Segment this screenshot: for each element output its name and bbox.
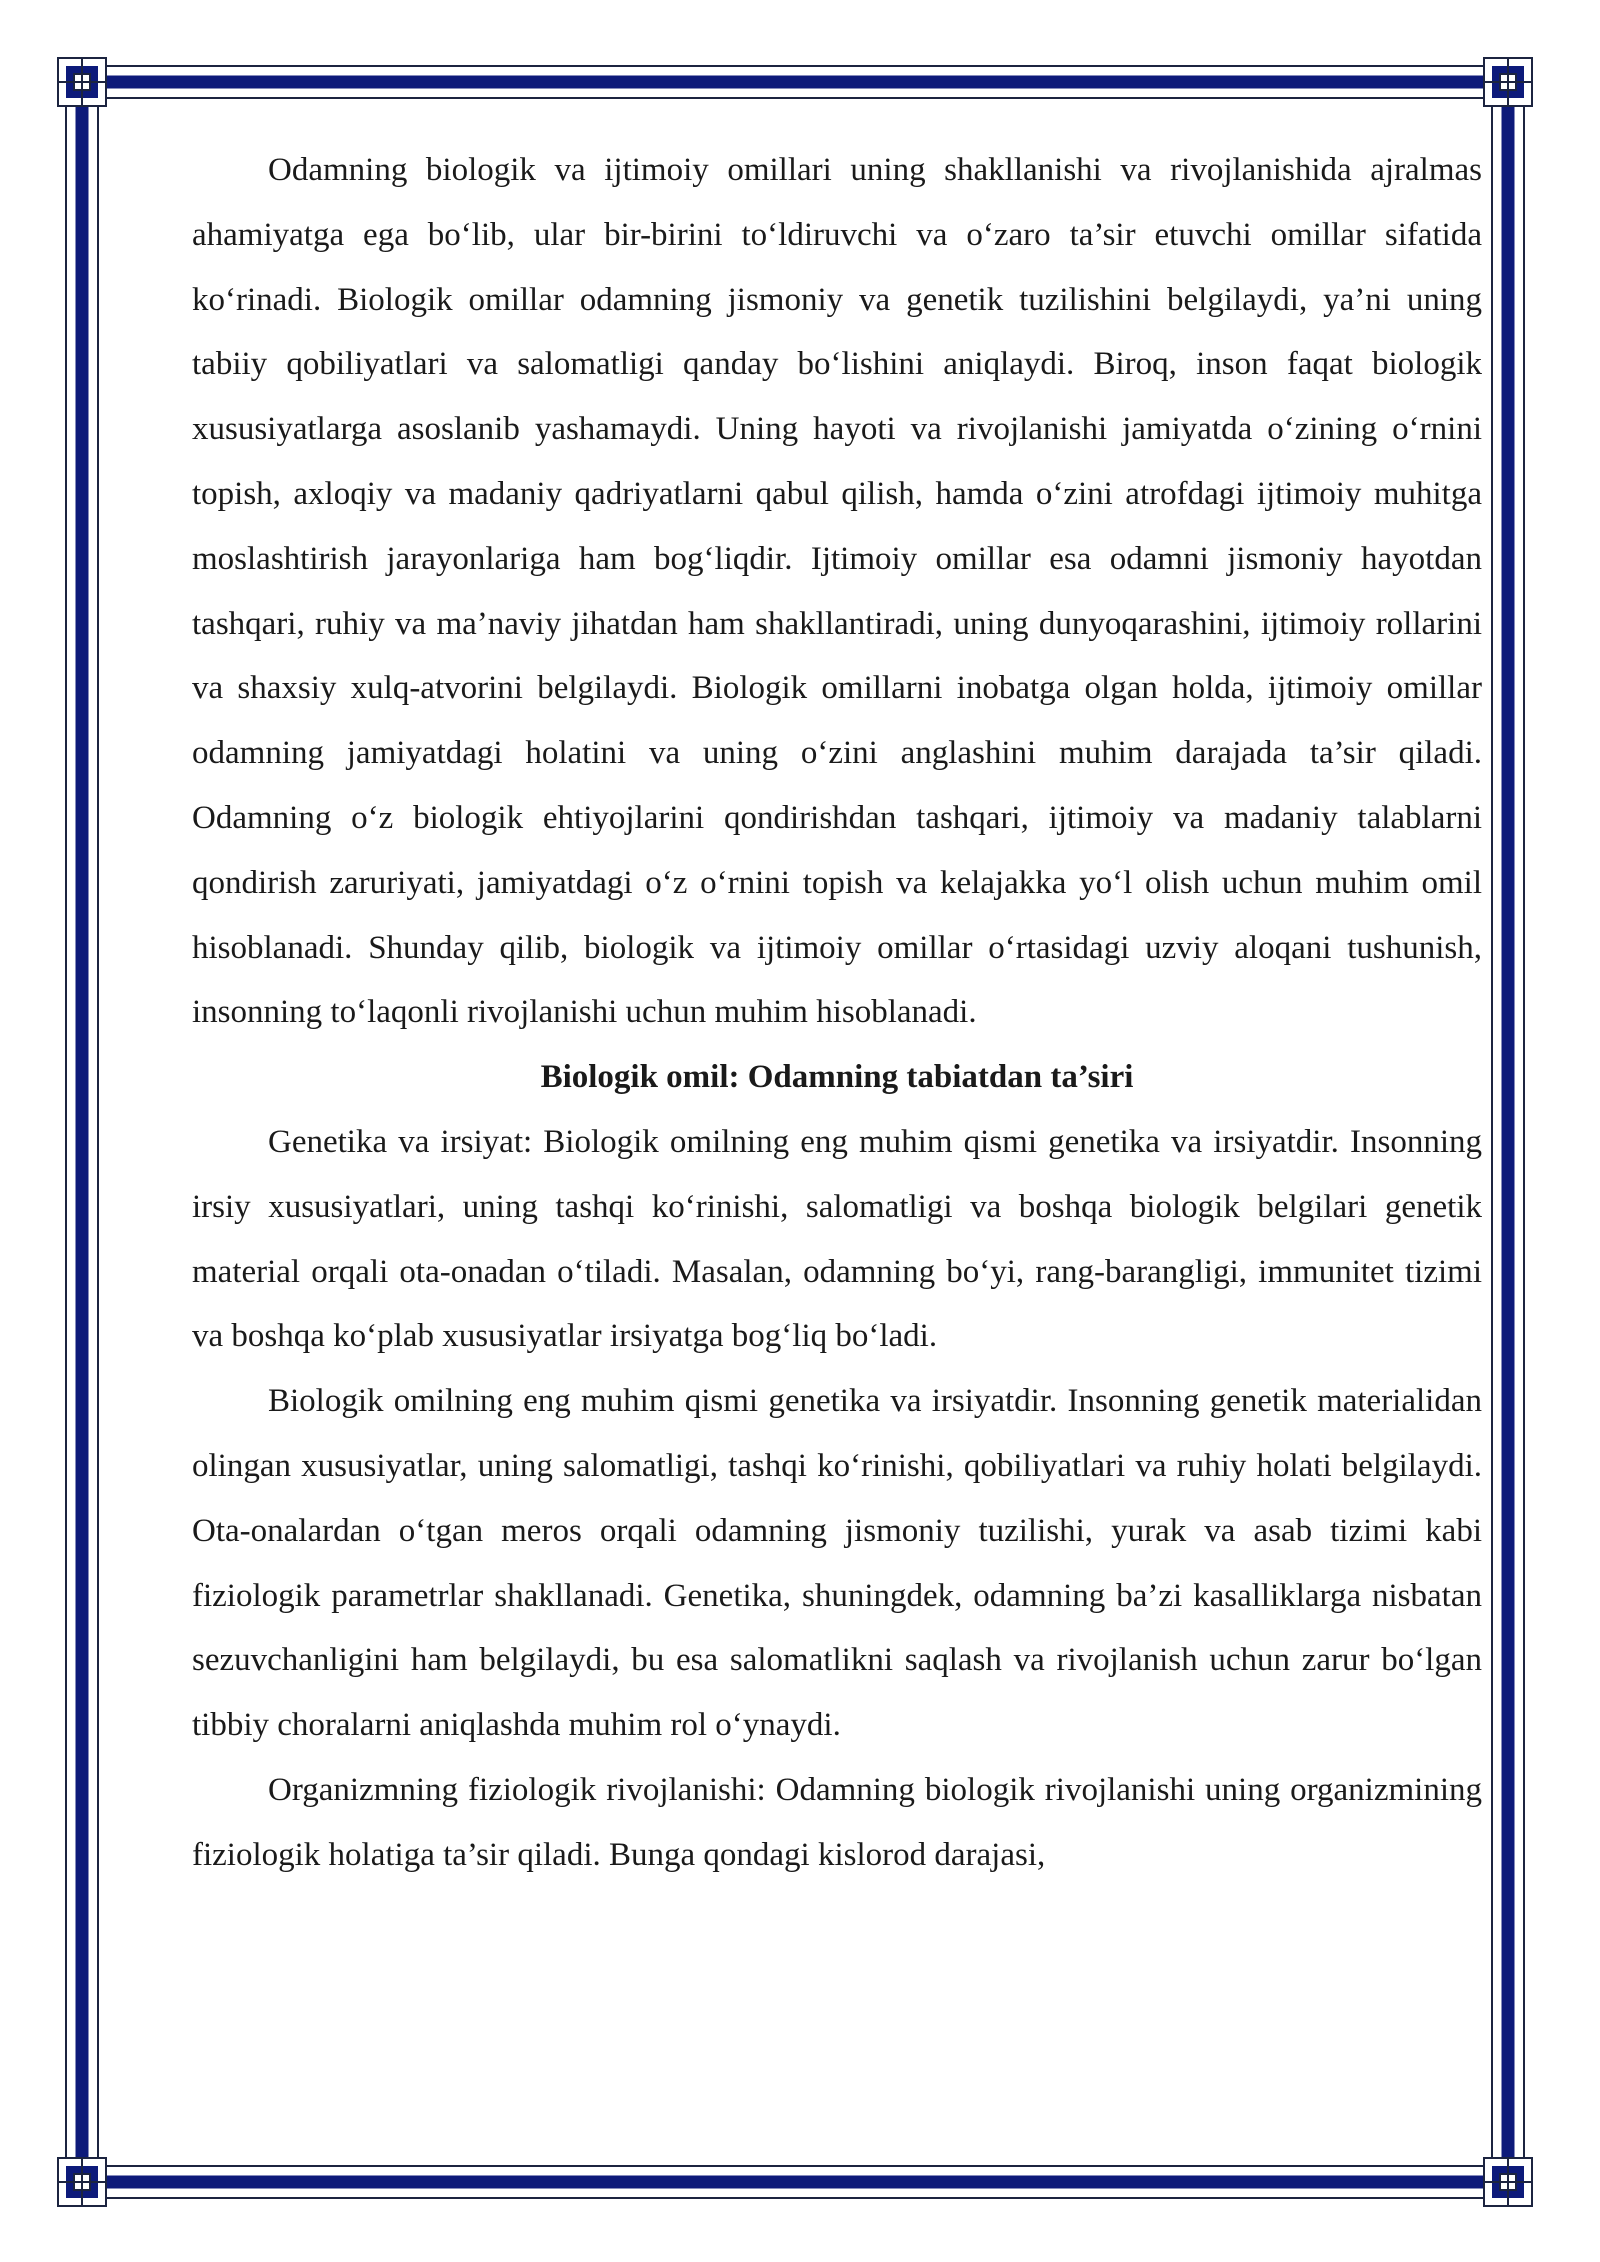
- corner-ornament-top-left: [58, 58, 106, 106]
- physiology-paragraph: Organizmning fiziologik rivojlanishi: Odamning biologik rivojlanishi uning organizmining fiziologik holatiga ta’sir qiladi. Bunga qondagi kislorod darajasi,: [192, 1771, 1482, 1873]
- section-heading: Biologik omil: Odamning tabiatdan ta’siri: [540, 1059, 1134, 1096]
- heredity-paragraph: Biologik omilning eng muhim qismi genetika va irsiyatdir. Insonning genetik materialidan olingan xususiyatlar, uning salomatligi, tashqi ko‘rinishi, qobiliyatlari va ruhiy holati belgilaydi. Ota-onalardan o‘tgan meros orqali odamning jismoniy tuzilishi, yurak va asab tizimi kabi fiziologik parametrlar shakllanadi. Genetika, shuningdek, odamning ba’zi kasalliklarga nisbatan sezuvchanligini ham belgilaydi, bu esa salomatlikni saqlash va rivojlanish uchun zarur bo‘lgan tibbiy choralarni aniqlashda muhim rol o‘ynaydi.: [192, 1383, 1482, 1744]
- corner-ornament-top-right: [1484, 58, 1532, 106]
- document-body: [192, 138, 1482, 1888]
- corner-ornament-bottom-right: [1484, 2158, 1532, 2206]
- corner-ornament-bottom-left: [58, 2158, 106, 2206]
- genetics-paragraph: Genetika va irsiyat: Biologik omilning eng muhim qismi genetika va irsiyatdir. Insonning irsiy xususiyatlari, uning tashqi ko‘rinishi, salomatligi va boshqa biologik belgilari genetik material orqali ota-onadan o‘tiladi. Masalan, odamning bo‘yi, rang-barangligi, immunitet tizimi va boshqa ko‘plab xususiyatlar irsiyatga bog‘liq bo‘ladi.: [192, 1123, 1482, 1355]
- intro-paragraph: Odamning biologik va ijtimoiy omillari uning shakllanishi va rivojlanishida ajralmas ahamiyatga ega bo‘lib, ular bir-birini to‘ldiruvchi va o‘zaro ta’sir etuvchi omillar sifatida ko‘rinadi. Biologik omillar odamning jismoniy va genetik tuzilishini belgilaydi, ya’ni uning tabiiy qobiliyatlari va salomatligi qanday bo‘lishini aniqlaydi. Biroq, inson faqat biologik xususiyatlarga asoslanib yashamaydi. Uning hayoti va rivojlanishi jamiyatda o‘zining o‘rnini topish, axloqiy va madaniy qadriyatlarni qabul qilish, hamda o‘zini atrofdagi ijtimoiy muhitga moslashtirish jarayonlariga ham bog‘liqdir. Ijtimoiy omillar esa odamni jismoniy hayotdan tashqari, ruhiy va ma’naviy jihatdan ham shakllantiradi, uning dunyoqarashini, ijtimoiy rollarini va shaxsiy xulq-atvorini belgilaydi. Biologik omillarni inobatga olgan holda, ijtimoiy omillar odamning jamiyatdagi holatini va uning o‘zini anglashini muhim darajada ta’sir qiladi. Odamning o‘z biologik ehtiyojlarini qondirishdan tashqari, ijtimoiy va madaniy talablarni qondirish zaruriyati, jamiyatdagi o‘z o‘rnini topish va kelajakka yo‘l olish uchun muhim omil hisoblanadi. Shunday qilib, biologik va ijtimoiy omillar o‘rtasidagi uzviy aloqani tushunish, insonning to‘laqonli rivojlanishi uchun muhim hisoblanadi.: [192, 152, 1482, 1031]
